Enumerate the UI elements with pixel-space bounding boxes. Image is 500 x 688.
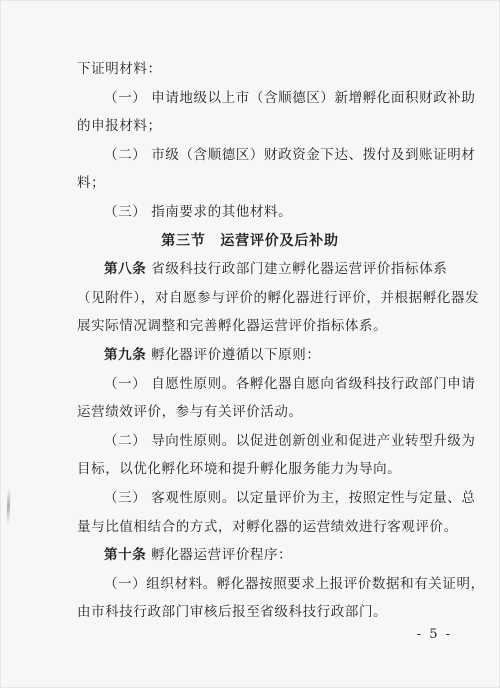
paragraph-line: （三） 客观性原则。以定量评价为主，按照定性与定量、总: [104, 490, 476, 506]
article-line: [0, 546, 500, 564]
article-label: 第八条: [104, 261, 147, 278]
article-label: 第十条: [104, 547, 147, 564]
article-text: 孵化器评价遵循以下原则：: [151, 347, 321, 363]
paragraph-line: 目标，以优化孵化环境和提升孵化服务能力为导向。: [77, 461, 402, 478]
paragraph-line: 量与比值相结合的方式，对孵化器的运营绩效进行客观评价。: [77, 518, 458, 535]
article-label: 第九条: [104, 347, 147, 363]
paragraph-line: （一）组织材料。孵化器按照要求上报评价数据和有关证明，: [104, 575, 485, 592]
article-line: [0, 260, 500, 278]
paragraph-line: 由市科技行政部门审核后报至省级科技行政部门。: [77, 604, 388, 621]
article-text: 省级科技行政部门建立孵化器运营评价指标体系: [151, 261, 448, 278]
paragraph-line: 下证明材料：: [77, 61, 162, 77]
paragraph-line: 展实际情况调整和完善孵化器运营评价指标体系。: [77, 318, 388, 335]
paragraph-line: 的申报材料；: [77, 118, 162, 135]
paragraph-line: （三） 指南要求的其他材料。: [104, 204, 293, 220]
section-heading: 第三节 运营评价及后补助: [161, 232, 339, 249]
paragraph-line: （见附件），对自愿参与评价的孵化器进行评价，并根据孵化器发: [77, 289, 480, 306]
paragraph-line: （二） 市级（含顺德区）财政资金下达、拨付及到账证明材: [104, 146, 476, 163]
paragraph-line: 运营绩效评价，参与有关评价活动。: [77, 404, 303, 421]
paragraph-line: （一） 自愿性原则。各孵化器自愿向省级科技行政部门申请: [104, 375, 476, 392]
paragraph-line: （二） 导向性原则。以促进创新创业和促进产业转型升级为: [104, 432, 476, 449]
page-number: - 5 -: [416, 627, 452, 642]
paragraph-line: （一） 申请地级以上市（含顺德区）新增孵化面积财政补助: [104, 89, 476, 106]
article-line: [0, 346, 500, 364]
article-text: 孵化器运营评价程序：: [151, 547, 293, 564]
paragraph-line: 料；: [77, 175, 106, 192]
